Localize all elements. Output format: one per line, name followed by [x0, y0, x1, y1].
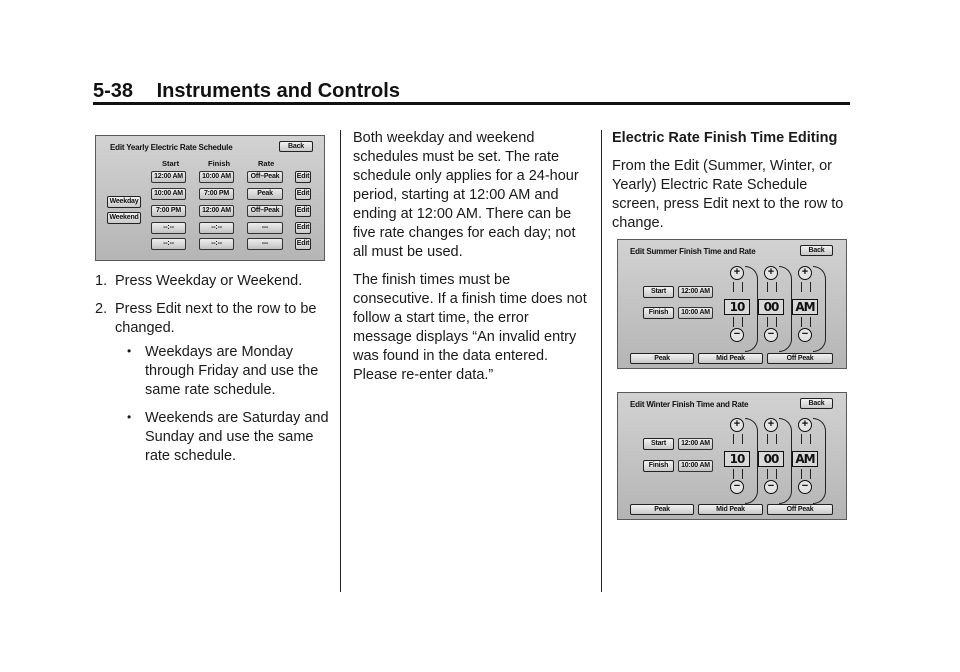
spinner-stem [767, 317, 777, 327]
rate-peak-button[interactable]: Peak [630, 504, 694, 515]
start-time-field: 10:00 AM [151, 188, 186, 200]
finish-time-field: 10:00 AM [678, 460, 713, 472]
hour-spinner [721, 412, 755, 504]
finish-time-field: 7:00 PM [199, 188, 234, 200]
plus-icon[interactable]: + [798, 418, 812, 432]
weekday-button[interactable]: Weekday [107, 196, 141, 208]
steps-list [95, 272, 330, 466]
minus-icon[interactable]: − [730, 480, 744, 494]
start-time-field: 12:00 AM [151, 171, 186, 183]
rate-off-peak-button[interactable]: Off Peak [767, 504, 833, 515]
paragraph: The finish times must be consecutive. If a finish time does not follow a start time, the error message displays “An invalid entry was found in the data entered. Please re-enter data.” [353, 272, 587, 383]
page-header [93, 80, 400, 103]
start-button[interactable]: Start [643, 438, 674, 450]
bullet-item: • Weekends are Saturday and Sunday and use the same rate schedule. [115, 409, 330, 466]
minute-value: 00 [758, 299, 784, 315]
back-button[interactable]: Back [800, 245, 833, 256]
rate-field: Off–Peak [247, 171, 283, 183]
step-number: 2. [95, 301, 108, 317]
step-text: Press Weekday or Weekend. [115, 273, 303, 289]
edit-button[interactable]: Edit [295, 171, 311, 183]
edit-button[interactable]: Edit [295, 188, 311, 200]
start-time-field: 12:00 AM [678, 438, 713, 450]
rate-peak-button[interactable]: Peak [630, 353, 694, 364]
edit-button[interactable]: Edit [295, 205, 311, 217]
rate-field: Peak [247, 188, 283, 200]
column-divider-1 [340, 130, 341, 592]
edit-button[interactable]: Edit [295, 238, 311, 250]
finish-button[interactable]: Finish [643, 460, 674, 472]
step-item [95, 300, 330, 466]
back-button[interactable]: Back [800, 398, 833, 409]
column-header-rate: Rate [258, 159, 275, 168]
rate-off-peak-button[interactable]: Off Peak [767, 353, 833, 364]
finish-time-field: 10:00 AM [678, 307, 713, 319]
rate-mid-peak-button[interactable]: Mid Peak [698, 353, 763, 364]
step-text: Press Edit next to the row to be changed. [115, 301, 317, 336]
column-header-finish: Finish [208, 159, 231, 168]
ampm-spinner [789, 260, 823, 352]
ampm-value: AM [792, 299, 818, 315]
spinner-stem [733, 317, 743, 327]
finish-time-field: 12:00 AM [199, 205, 234, 217]
spinner-stem [733, 469, 743, 479]
back-button[interactable]: Back [279, 141, 313, 152]
spinner-stem [801, 317, 811, 327]
yearly-rate-schedule-screen [95, 135, 325, 261]
start-button[interactable]: Start [643, 286, 674, 298]
start-time-field: 7:00 PM [151, 205, 186, 217]
hour-value: 10 [724, 299, 750, 315]
rate-field: --- [247, 238, 283, 250]
column-3-text [612, 129, 850, 242]
finish-button[interactable]: Finish [643, 307, 674, 319]
summer-finish-time-screen [617, 239, 847, 369]
spinner-stem [733, 434, 743, 444]
hour-value: 10 [724, 451, 750, 467]
weekend-button[interactable]: Weekend [107, 212, 141, 224]
spinner-stem [801, 282, 811, 292]
paragraph: Both weekday and weekend schedules must be set. The rate schedule only applies for a 24-hour period, starting at 12:00 AM and ending at 12:00 AM. There can be five rate changes for each day; not all must be used. [353, 130, 579, 260]
plus-icon[interactable]: + [798, 266, 812, 280]
minus-icon[interactable]: − [730, 328, 744, 342]
page-number: 5-38 [93, 80, 134, 102]
rate-field: --- [247, 222, 283, 234]
minute-value: 00 [758, 451, 784, 467]
screen-title: Edit Yearly Electric Rate Schedule [110, 143, 233, 152]
finish-time-field: --:-- [199, 238, 234, 250]
minus-icon[interactable]: − [764, 328, 778, 342]
minute-spinner [755, 412, 789, 504]
start-time-field: --:-- [151, 222, 186, 234]
subsection-heading: Electric Rate Finish Time Editing [612, 130, 838, 146]
spinner-stem [801, 434, 811, 444]
start-time-field: --:-- [151, 238, 186, 250]
spinner-stem [767, 282, 777, 292]
winter-finish-time-screen [617, 392, 847, 520]
rate-field: Off–Peak [247, 205, 283, 217]
plus-icon[interactable]: + [730, 266, 744, 280]
header-rule [93, 102, 850, 105]
start-time-field: 12:00 AM [678, 286, 713, 298]
spinner-stem [767, 469, 777, 479]
minus-icon[interactable]: − [798, 328, 812, 342]
step-number: 1. [95, 273, 108, 289]
finish-time-field: --:-- [199, 222, 234, 234]
screen-title: Edit Winter Finish Time and Rate [630, 400, 749, 409]
spinner-stem [733, 282, 743, 292]
step-item [95, 272, 330, 291]
minus-icon[interactable]: − [798, 480, 812, 494]
column-header-start: Start [162, 159, 180, 168]
minute-spinner [755, 260, 789, 352]
section-title: Instruments and Controls [156, 80, 400, 102]
minus-icon[interactable]: − [764, 480, 778, 494]
ampm-value: AM [792, 451, 818, 467]
spinner-stem [767, 434, 777, 444]
rate-mid-peak-button[interactable]: Mid Peak [698, 504, 763, 515]
spinner-stem [801, 469, 811, 479]
edit-button[interactable]: Edit [295, 222, 311, 234]
plus-icon[interactable]: + [730, 418, 744, 432]
plus-icon[interactable]: + [764, 418, 778, 432]
column-divider-2 [601, 130, 602, 592]
bullet-list [115, 343, 330, 466]
paragraph: From the Edit (Summer, Winter, or Yearly) Electric Rate Schedule screen, press Edit next to the row to change. [612, 158, 844, 231]
bullet-item: • Weekdays are Monday through Friday and use the same rate schedule. [115, 343, 330, 400]
screen-title: Edit Summer Finish Time and Rate [630, 247, 756, 256]
ampm-spinner [789, 412, 823, 504]
hour-spinner [721, 260, 755, 352]
column-1-text [95, 272, 330, 475]
plus-icon[interactable]: + [764, 266, 778, 280]
finish-time-field: 10:00 AM [199, 171, 234, 183]
column-2-text [353, 129, 591, 394]
